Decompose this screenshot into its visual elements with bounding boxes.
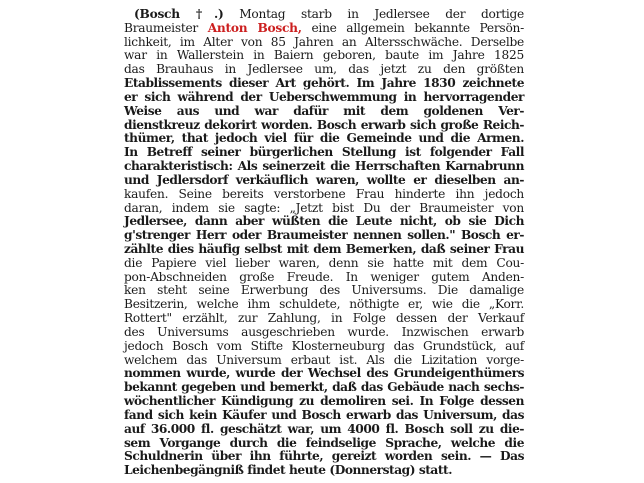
article-line: kaufen. Seine bereits verstorbene Frau hinderte ihn jedoch xyxy=(124,186,524,201)
article-line: lichkeit, im Alter von 85 Jahren an Altersschwäche. Derselbe xyxy=(124,34,524,49)
article-line: Jedlersee, dann aber wüßten die Leute nicht, ob sie Dich xyxy=(124,214,524,229)
newspaper-clipping xyxy=(124,8,524,478)
article-line-2 xyxy=(124,22,524,36)
article-line-2-pre: Braumeister xyxy=(124,20,199,35)
article-line: Schuldnerin über ihn führte, gereizt worden sein. — Das xyxy=(124,449,524,464)
article-line: Leichenbegängniß findet heute (Donnerstag) statt. xyxy=(124,463,453,478)
article-line-1-text: Montag starb in Jedlersee der dortige xyxy=(239,7,524,21)
article-line: das Brauhaus in Jedlersee um, das jetzt zu den größten xyxy=(124,62,524,77)
article-line: In Betreff seiner bürgerlichen Stellung ist folgender Fall xyxy=(124,145,524,160)
article-line: bekannt gegeben und bemerkt, daß das Gebäude nach sechs- xyxy=(124,380,524,395)
article-line: ken steht seine Erwerbung des Universums. Die damalige xyxy=(124,283,524,298)
article-line: daran, indem sie sagte: „Jetzt bist Du der Braumeister von xyxy=(124,200,524,215)
article-line: Etablissements dieser Art gehört. Im Jahre 1830 zeichnete xyxy=(124,76,524,91)
article-line-1 xyxy=(124,8,524,22)
article-line: thümer, that jedoch viel für die Gemeinde und die Armen. xyxy=(124,131,524,146)
article-line: Besitzerin, welche ihm schuldete, nöthigte er, wie die „Korr. xyxy=(124,297,524,312)
article-line: dienstkreuz dekorirt worden. Bosch erwarb sich große Reich- xyxy=(124,117,524,132)
article-line: jedoch Bosch vom Stifte Klosterneuburg das Grundstück, auf xyxy=(124,338,524,353)
article-line: des Universums ausgeschrieben wurde. Inzwischen erwarb xyxy=(124,324,524,339)
article-line: wöchentlicher Kündigung zu demoliren sei. In Folge dessen xyxy=(124,394,524,409)
article-line: charakteristisch: Als seinerzeit die Herrschaften Karnabrunn xyxy=(124,159,524,174)
article-headword: (Bosch †.) xyxy=(134,7,224,21)
article-line: die Papiere viel lieber waren, denn sie hatte mit dem Cou- xyxy=(124,255,524,270)
person-name-highlight: Anton Bosch, xyxy=(207,20,302,35)
article-line: war in Wallerstein in Baiern geboren, baute im Jahre 1825 xyxy=(124,48,524,63)
article-line: nommen wurde, wurde der Wechsel des Grundeigenthümers xyxy=(124,366,524,381)
article-line: und Jedlersdorf verkäuflich waren, wollte er dieselben an- xyxy=(124,172,524,187)
article-line: pon-Abschneiden große Freude. In weniger gutem Anden- xyxy=(124,269,524,284)
article-line: zählte dies häufig selbst mit dem Bemerken, daß seiner Frau xyxy=(124,242,524,256)
article-line: fand sich kein Käufer und Bosch erwarb das Universum, das xyxy=(124,407,524,422)
article-line: Weise aus und war dafür mit dem goldenen Ver- xyxy=(124,103,524,118)
article-line: Rottert" erzählt, zur Zahlung, in Folge dessen der Verkauf xyxy=(124,311,524,326)
article-line-2-post: eine allgemein bekannte Persön- xyxy=(311,20,524,35)
article-line: g'strenger Herr oder Braumeister nennen sollen." Bosch er- xyxy=(124,228,524,243)
article-line: er sich während der Ueberschwemmung in hervorragender xyxy=(124,89,524,104)
article-line: auf 36.000 fl. geschätzt war, um 4000 fl. Bosch soll zu die- xyxy=(124,421,524,436)
article-line: welchem das Universum erbaut ist. Als die Lizitation vorge- xyxy=(124,352,524,367)
article-line: sem Vorgange durch die feindselige Sprache, welche die xyxy=(124,435,524,450)
